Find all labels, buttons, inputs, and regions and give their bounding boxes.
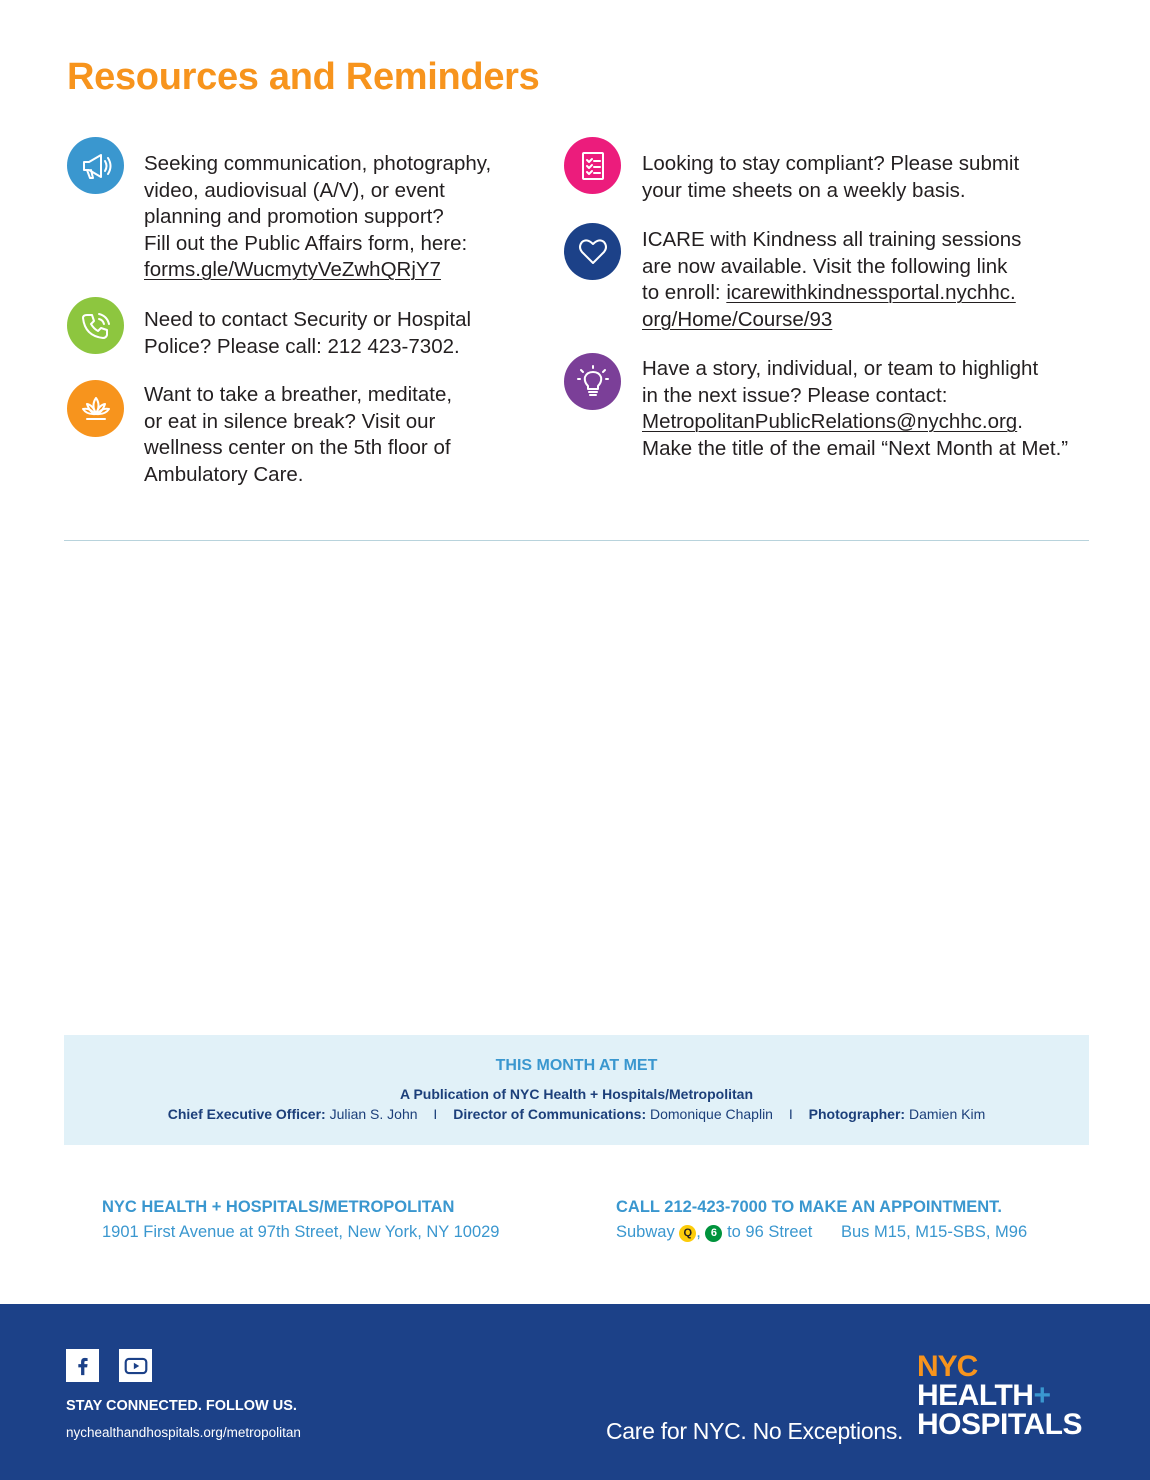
logo-hospitals: HOSPITALS bbox=[917, 1408, 1082, 1441]
section-divider bbox=[64, 540, 1089, 541]
director-name: Domonique Chaplin bbox=[650, 1106, 773, 1122]
item-text-line: planning and promotion support? bbox=[144, 205, 444, 228]
footer bbox=[0, 1304, 1150, 1480]
item-text-line bbox=[642, 280, 1021, 307]
item-text-line: Fill out the Public Affairs form, here: bbox=[144, 231, 468, 255]
item-text-line bbox=[642, 409, 1068, 436]
logo-health-word: HEALTH bbox=[917, 1379, 1034, 1412]
transit-info: Subway Q , 6 to 96 Street Bus M15, M15-SBS, M96 bbox=[616, 1223, 1028, 1241]
photographer-label: Photographer: bbox=[808, 1106, 906, 1122]
bus-info: Bus M15, M15-SBS, M96 bbox=[840, 1223, 1028, 1241]
appointment-heading: CALL 212-423-7000 TO MAKE AN APPOINTMENT. bbox=[616, 1198, 1003, 1216]
publication-credits bbox=[64, 1106, 1089, 1122]
lotus-icon bbox=[67, 380, 124, 437]
phone-icon bbox=[67, 297, 124, 354]
subway-6-badge: 6 bbox=[705, 1225, 722, 1242]
hospital-address-block bbox=[102, 1198, 499, 1242]
publication-info-box bbox=[64, 1035, 1089, 1145]
checklist-icon bbox=[564, 137, 621, 194]
logo-plus: + bbox=[1033, 1379, 1051, 1412]
lightbulb-icon bbox=[564, 353, 621, 410]
item-text-line: or eat in silence break? Visit our bbox=[144, 409, 436, 433]
item-text-line: are now available. Visit the following link bbox=[642, 254, 1008, 278]
credit-separator: I bbox=[788, 1106, 793, 1122]
public-affairs-form-link[interactable]: forms.gle/WucmytyVeZwhQRjY7 bbox=[144, 258, 441, 281]
logo-nyc: NYC bbox=[917, 1350, 978, 1383]
enroll-prefix: to enroll: bbox=[642, 281, 727, 304]
director-label: Director of Communications: bbox=[453, 1106, 647, 1122]
ceo-label: Chief Executive Officer: bbox=[167, 1106, 326, 1122]
heart-icon bbox=[564, 223, 621, 280]
item-text-line: in the next issue? Please contact: bbox=[642, 383, 948, 407]
publication-title: THIS MONTH AT MET bbox=[495, 1057, 658, 1074]
hospital-name: NYC HEALTH + HOSPITALS/METROPOLITAN bbox=[102, 1198, 455, 1216]
ceo-name: Julian S. John bbox=[329, 1106, 418, 1122]
page-title: Resources and Reminders bbox=[67, 56, 540, 98]
logo-health bbox=[917, 1381, 1082, 1410]
megaphone-icon bbox=[67, 137, 124, 194]
item-text-line: Ambulatory Care. bbox=[144, 462, 304, 486]
item-text-line: your time sheets on a weekly basis. bbox=[642, 178, 966, 202]
item-text-line: wellness center on the 5th floor of bbox=[144, 436, 451, 459]
item-text-line: Police? Please call: 212 423-7302. bbox=[144, 334, 460, 358]
website-link[interactable]: nychealthandhospitals.org/metropolitan bbox=[66, 1425, 301, 1440]
item-text-line: Make the title of the email “Next Month at Met.” bbox=[642, 436, 1069, 460]
item-text-line: Need to contact Security or Hospital bbox=[144, 308, 472, 331]
item-text-line: Seeking communication, photography, bbox=[144, 152, 492, 175]
subway-destination: to 96 Street bbox=[727, 1223, 813, 1241]
icare-link-part-2[interactable]: org/Home/Course/93 bbox=[642, 307, 833, 331]
credit-separator: I bbox=[433, 1106, 438, 1122]
nyc-health-hospitals-logo bbox=[917, 1352, 1082, 1439]
facebook-icon[interactable] bbox=[66, 1349, 99, 1382]
hospital-address: 1901 First Avenue at 97th Street, New York, NY 10029 bbox=[102, 1223, 500, 1241]
item-text-line: Looking to stay compliant? Please submit bbox=[642, 152, 1020, 175]
photographer-name: Damien Kim bbox=[908, 1106, 986, 1122]
public-relations-email-link[interactable]: MetropolitanPublicRelations@nychhc.org bbox=[642, 410, 1018, 433]
tagline: Care for NYC. No Exceptions. bbox=[606, 1418, 904, 1444]
icare-link-part-1[interactable]: icarewithkindnessportal.nychhc. bbox=[726, 281, 1016, 304]
item-text-line: Want to take a breather, meditate, bbox=[144, 383, 453, 406]
youtube-icon[interactable] bbox=[119, 1349, 152, 1382]
subway-q-badge: Q bbox=[679, 1225, 696, 1242]
stay-connected-text: STAY CONNECTED. FOLLOW US. bbox=[66, 1398, 297, 1414]
email-suffix: . bbox=[1017, 410, 1023, 433]
publication-subtitle: A Publication of NYC Health + Hospitals/Metropolitan bbox=[399, 1086, 753, 1102]
item-text-line: video, audiovisual (A/V), or event bbox=[144, 178, 445, 202]
appointment-block bbox=[616, 1198, 1027, 1242]
item-text-line: ICARE with Kindness all training sessions bbox=[642, 228, 1022, 251]
item-text-line: Have a story, individual, or team to highlight bbox=[642, 357, 1039, 380]
subway-label: Subway bbox=[616, 1223, 675, 1241]
